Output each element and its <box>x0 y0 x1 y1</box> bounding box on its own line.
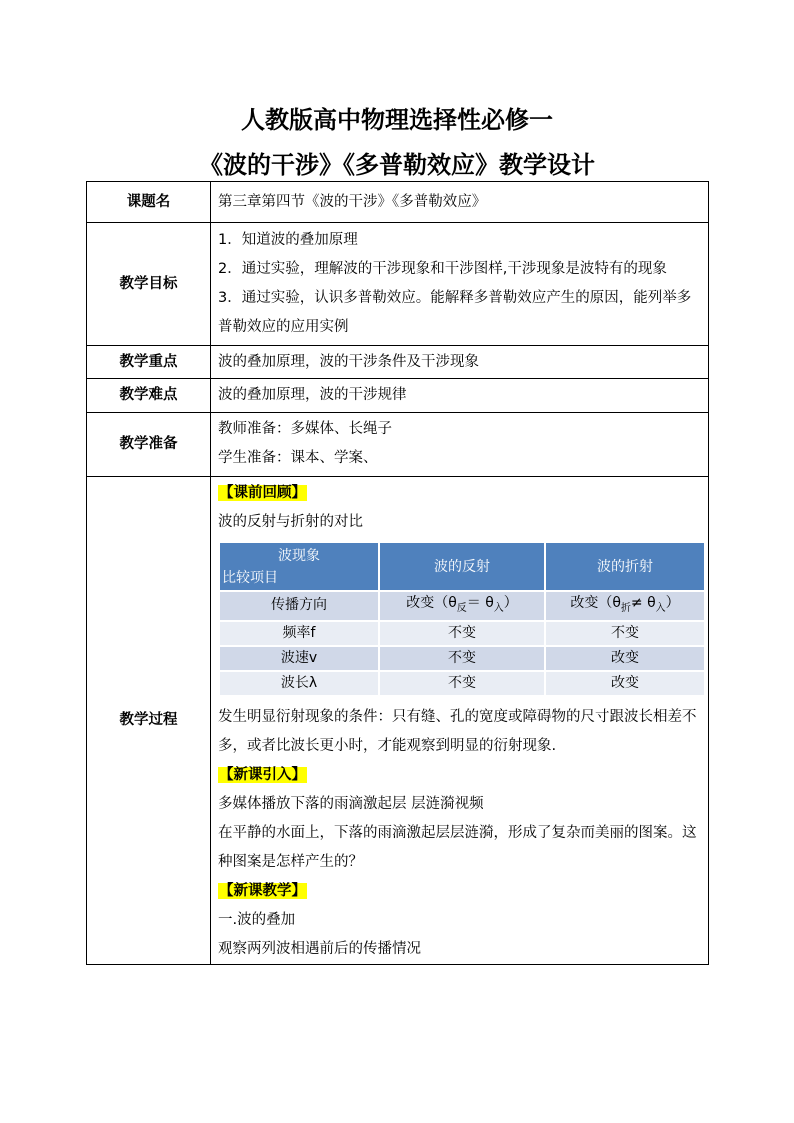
intro-heading: 【新课引入】 <box>219 766 306 783</box>
section-heading: 一.波的叠加 <box>218 911 296 928</box>
table-row-preparation <box>87 413 709 477</box>
key-points-content: 波的叠加原理，波的干涉条件及干涉现象 <box>211 346 709 379</box>
goals-label: 教学目标 <box>87 223 211 346</box>
reflection-value: 不变 <box>379 621 545 646</box>
table-row-process <box>87 477 709 965</box>
row-item: 频率f <box>219 621 379 646</box>
table-row-difficulties <box>87 379 709 413</box>
column-header-refraction: 波的折射 <box>545 542 705 591</box>
goal-item: 3．通过实验，认识多普勒效应。能解释多普勒效应产生的原因，能列举多普勒效应的应用实例 <box>218 290 692 335</box>
teach-heading: 【新课教学】 <box>219 882 306 899</box>
table-row-goals <box>87 223 709 346</box>
diffraction-text: 发生明显衍射现象的条件：只有缝、孔的宽度或障碍物的尺寸跟波长相差不多，或者比波长更小时，才能观察到明显的衍射现象. <box>218 708 697 754</box>
preparation-label: 教学准备 <box>87 413 211 477</box>
intro-line: 在平静的水面上，下落的雨滴激起层层涟漪，形成了复杂而美丽的图案。这种图案是怎样产生的？ <box>218 824 697 870</box>
reflection-direction: 改变$(\theta_反= \theta_入)$ <box>379 591 545 621</box>
row-item: 波速v <box>219 646 379 671</box>
comparison-row <box>219 591 705 621</box>
comparison-row <box>219 621 705 646</box>
lesson-plan-table <box>86 181 709 965</box>
document-subtitle: 《波的干涉》《多普勒效应》教学设计 <box>199 150 595 179</box>
corner-top-label: 波现象 <box>278 548 320 564</box>
key-points-label: 教学重点 <box>87 346 211 379</box>
document-title: 人教版高中物理选择性必修一 <box>241 105 553 134</box>
difficulties-content: 波的叠加原理，波的干涉规律 <box>211 379 709 413</box>
row-item: 传播方向 <box>219 591 379 621</box>
difficulties-label: 教学难点 <box>87 379 211 413</box>
comparison-table <box>218 541 706 697</box>
reflection-value: 不变 <box>379 646 545 671</box>
topic-content: 第三章第四节《波的干涉》《多普勒效应》 <box>211 182 709 223</box>
refraction-value: 改变 <box>545 671 705 696</box>
row-item: 波长λ <box>219 671 379 696</box>
corner-cell <box>219 542 379 591</box>
table-row-key-points <box>87 346 709 379</box>
topic-label: 课题名 <box>87 182 211 223</box>
process-label: 教学过程 <box>87 477 211 965</box>
refraction-direction: 改变$(\theta_折\ne \theta_入)$ <box>545 591 705 621</box>
reflection-value: 不变 <box>379 671 545 696</box>
goal-item: 2．通过实验，理解波的干涉现象和干涉图样,干涉现象是波特有的现象 <box>218 261 667 277</box>
refraction-value: 不变 <box>545 621 705 646</box>
preparation-content <box>211 413 709 477</box>
section-text: 观察两列波相遇前后的传播情况 <box>218 940 421 957</box>
corner-bottom-label: 比较项目 <box>222 570 278 586</box>
column-header-reflection: 波的反射 <box>379 542 545 591</box>
review-text: 波的反射与折射的对比 <box>218 514 363 530</box>
table-row-topic <box>87 182 709 223</box>
refraction-value: 改变 <box>545 646 705 671</box>
review-heading: 【课前回顾】 <box>219 485 306 501</box>
comparison-row <box>219 671 705 696</box>
comparison-row <box>219 646 705 671</box>
intro-line: 多媒体播放下落的雨滴激起层 层涟漪视频 <box>218 795 484 812</box>
comparison-header-row <box>219 542 705 591</box>
goals-content <box>211 223 709 346</box>
goal-item: 1．知道波的叠加原理 <box>218 232 358 248</box>
teacher-preparation: 教师准备：多媒体、长绳子 <box>218 421 392 437</box>
process-content <box>211 477 709 965</box>
student-preparation: 学生准备：课本、学案、 <box>218 450 378 466</box>
